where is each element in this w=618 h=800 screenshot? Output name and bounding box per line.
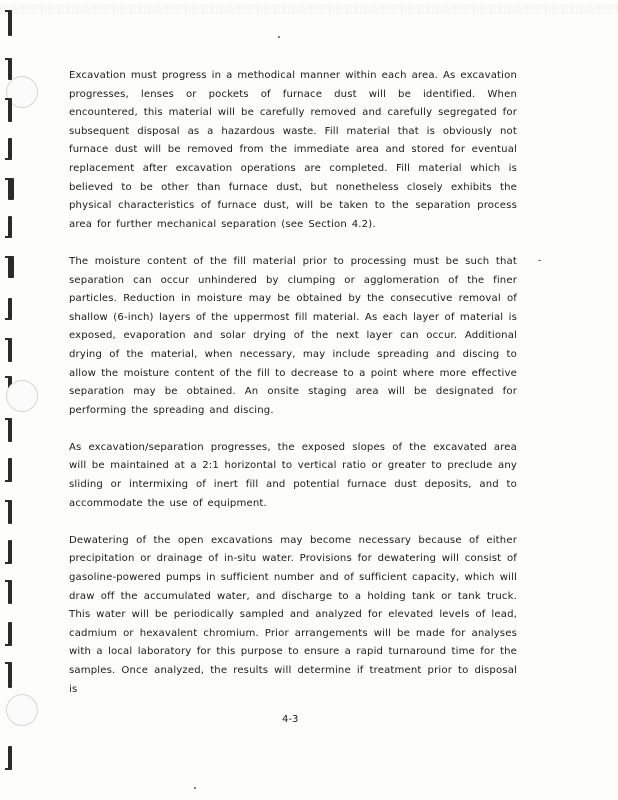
scan-speck (538, 260, 541, 261)
binder-mark (8, 10, 12, 36)
binder-mark (8, 746, 12, 770)
binder-mark (8, 418, 12, 442)
binder-mark (8, 98, 12, 122)
binder-mark (8, 298, 12, 320)
scan-speck (194, 787, 196, 789)
binder-mark (8, 540, 12, 564)
paragraph-dewatering: Dewatering of the open excavations may become necessary because of either precipitation or drainage of in-situ water. Provisions for dewatering will consist of gasoline-powered pumps in sufficient number and of sufficient capacity, which will draw off the accumulated water, and discharge to a holding tank or tank truck. This water will be periodically sampled and analyzed for elevated levels of lead, cadmium or hexavalent chromium. Prior arrangements will be made for analyses with a local laboratory for this purpose to ensure a rapid turnaround time for the samples. Once analyzed, the results will determine if treatment prior to disposal is (69, 534, 517, 695)
binder-mark (8, 256, 14, 278)
page-number: 4-3 (282, 714, 299, 725)
paragraph-moisture: The moisture content of the fill material prior to processing must be such that separation can occur unhindered by clumping or agglomeration of the finer particles. Reduction in moisture may be obtained by the consecutive removal of shallow (6-inch) layers of the uppermost fill material. As each layer of material is exposed, evaporation and solar drying of the next layer can occur. Additional drying of the material, when necessary, may include spreading and discing to allow the moisture content of the fill to decrease to a point where more effective separation may be obtained. An onsite staging area will be designated for performing the spreading and discing. (69, 255, 517, 416)
binder-mark (8, 178, 14, 200)
body-text (69, 67, 517, 718)
binder-mark (8, 138, 12, 160)
paragraph-slopes: As excavation/separation progresses, the exposed slopes of the excavated area will be maintained at a 2:1 horizontal to vertical ratio or greater to preclude any sliding or intermixing of inert fill and potential furnace dust deposits, and to accommodate the use of equipment. (69, 441, 517, 509)
punch-hole (6, 694, 38, 726)
scan-noise (0, 4, 618, 14)
binder-mark (8, 622, 12, 646)
scan-speck (278, 36, 280, 38)
punch-hole (6, 380, 38, 412)
binder-mark (8, 580, 12, 604)
binder-mark (8, 458, 12, 482)
paragraph-excavation: Excavation must progress in a methodical manner within each area. As excavation progresses, lenses or pockets of furnace dust will be identified. When encountered, this material will be carefully removed and carefully segregated for subsequent disposal as a hazardous waste. Fill material that is obviously not furnace dust will be removed from the immediate area and stored for eventual replacement after excavation operations are completed. Fill material which is believed to be other than furnace dust, but nonetheless closely exhibits the physical characteristics of furnace dust, will be taken to the separation process area for further mechanical separation (see Section 4.2). (69, 70, 517, 230)
binder-mark (8, 338, 12, 362)
binder-mark (8, 662, 12, 688)
binder-mark (8, 500, 12, 524)
binder-mark (8, 58, 12, 80)
binder-mark (8, 216, 12, 238)
